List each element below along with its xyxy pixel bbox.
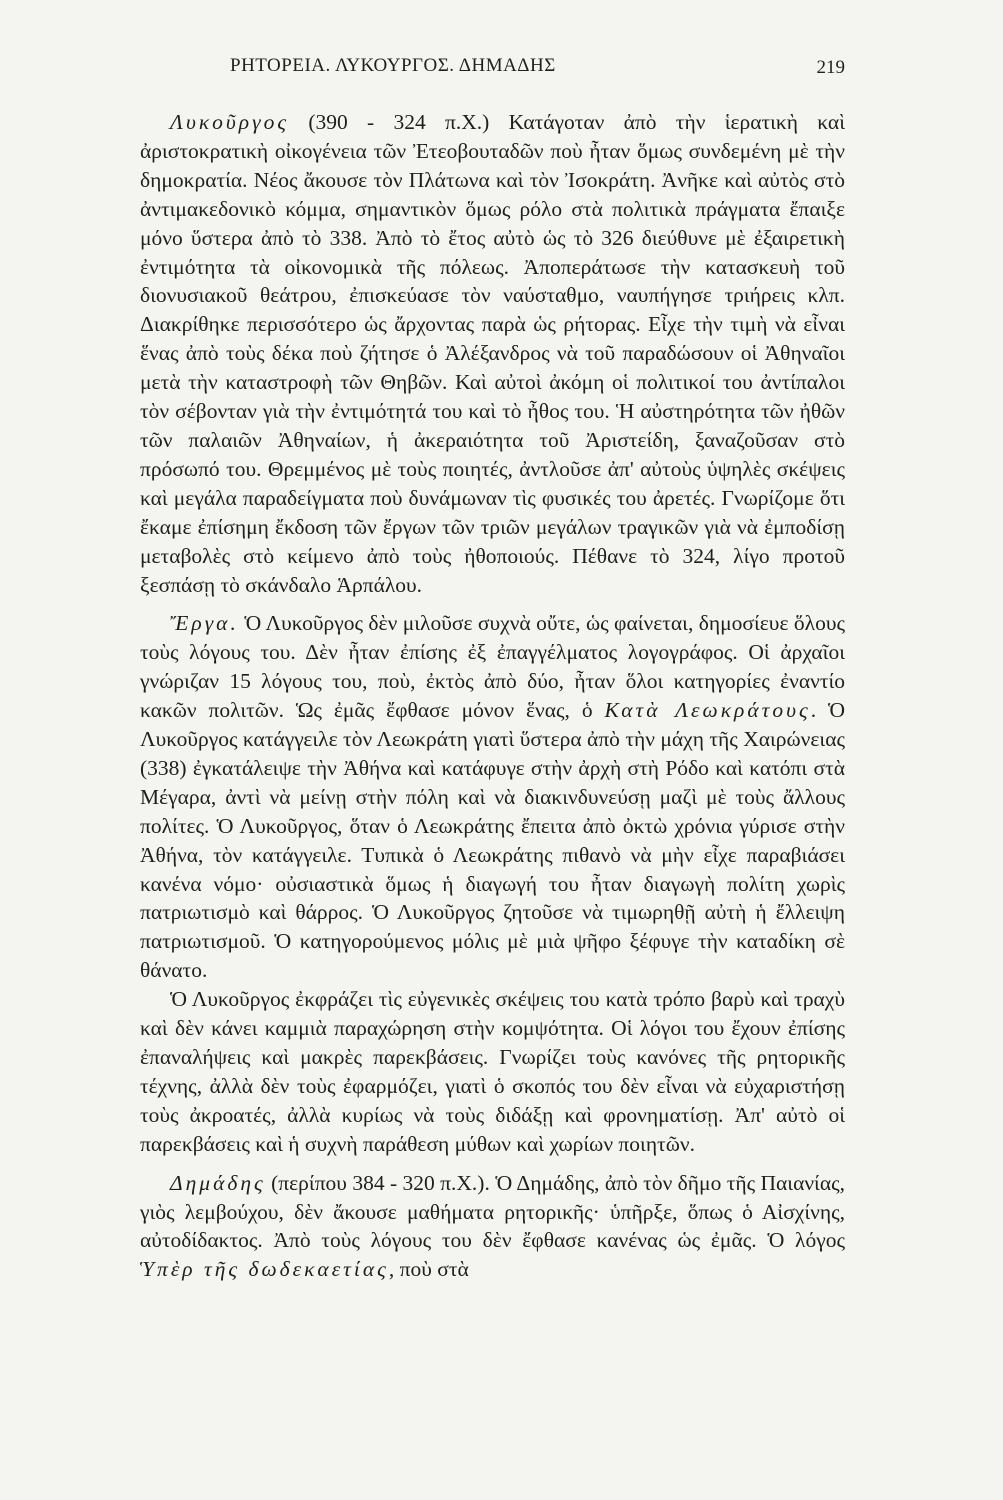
paragraph-text: . Ὁ Λυκοῦργος κατάγγειλε τὸν Λεωκράτη γιατὶ ὕστερα ἀπὸ τὴν μάχη τῆς Χαιρώνειας (338) ἐγκατάλειψε τὴν Ἀθήνα καὶ κατάφυγε στὴν ἀρχὴ στὴ Ρόδο καὶ κατόπι στὰ Μέγαρα, ἀντὶ νὰ μείνῃ στὴν πόλη καὶ νὰ διακινδυνεύσῃ μαζὶ μὲ τοὺς ἄλλους πολίτες. Ὁ Λυκοῦργος, ὅταν ὁ Λεωκράτης ἔπειτα ἀπὸ ὀκτὼ χρόνια γύρισε στὴν Ἀθήνα, τὸν κατάγγειλε. Τυπικὰ ὁ Λεωκράτης πιθανὸ νὰ μὴν εἶχε παραβιάσει κανένα νόμο· οὐσιαστικὰ ὅμως ἡ διαγωγή του ἦταν διαγωγὴ πολίτη χωρὶς πατριωτισμὸ καὶ θάρρος. Ὁ Λυκοῦργος ζητοῦσε νὰ τιμωρηθῇ αὐτὴ ἡ ἔλλειψη πατριωτισμοῦ. Ὁ κατηγορούμενος μόλις μὲ μιὰ ψῆφο ξέφυγε τὴν καταδίκη σὲ θάνατο. (140, 698, 845, 983)
running-head (140, 55, 845, 85)
paragraph-text: , ποὺ στὰ (388, 1257, 469, 1282)
paragraph-works (140, 609, 845, 985)
body-text (140, 108, 845, 1284)
paragraph-text: Ὁ Λυκοῦργος ἐκφράζει τὶς εὐγενικὲς σκέψεις του κατὰ τρόπο βαρὺ καὶ τραχὺ καὶ δὲν κάνει καμμιὰ παραχώρηση στὴν κομψότητα. Οἱ λόγοι του ἔχουν ἐπίσης ἐπαναλήψεις καὶ μακρὲς παρεκβάσεις. Γνωρίζει τοὺς κανόνες τῆς ρητορικῆς τέχνης, ἀλλὰ δὲν τοὺς ἐφαρμόζει, γιατὶ ὁ σκοπός του δὲν εἶναι νὰ εὐχαριστήσῃ τοὺς ἀκροατές, ἀλλὰ κυρίως νὰ τοὺς διδάξῃ καὶ φρονηματίσῃ. Ἀπ' αὐτὸ οἱ παρεκβάσεις καὶ ἡ συχνὴ παράθεση μύθων καὶ χωρίων ποιητῶν. (140, 987, 845, 1156)
paragraph-text: (περίπου 384 - 320 π.Χ.). Ὁ Δημάδης, ἀπὸ τὸν δῆμο τῆς Παιανίας, γιὸς λεμβούχου, δὲν ἄκουσε μαθήματα ρητορικῆς· ὑπῆρξε, ὅπως ὁ Αἰσχίνης, αὐτοδίδακτος. Ἀπὸ τοὺς λόγους του δὲν ἔφθασε κανένας ὡς ἐμᾶς. Ὁ λόγος (140, 1170, 845, 1253)
demades-heading: Δημάδης (170, 1170, 266, 1195)
paragraph-style (140, 985, 845, 1158)
speech-title-leokrates: Κατὰ Λεωκράτους (604, 698, 811, 723)
paragraph-demades (140, 1169, 845, 1285)
page-number: 219 (816, 57, 845, 78)
paragraph-text: Ὁ Λυκοῦργος δὲν μιλοῦσε συχνὰ οὔτε, ὡς φαίνεται, δημοσίευε ὅλους τοὺς λόγους του. Δὲν ἦταν ἐπίσης ἐξ ἐπαγγέλματος λογογράφος. Οἱ ἀρχαῖοι γνώριζαν 15 λόγους του, ποὺ, ἐκτὸς ἀπὸ δύο, ἦταν ὅλοι κατηγορίες ἐναντίο κακῶν πολιτῶν. Ὡς ἐμᾶς ἔφθασε μόνον ἕνας, ὁ (140, 611, 845, 723)
running-title: ΡΗΤΟΡΕΙΑ. ΛΥΚΟΥΡΓΟΣ. ΔΗΜΑΔΗΣ (230, 55, 556, 76)
paragraph-text: (390 - 324 π.Χ.) Κατάγοταν ἀπὸ τὴν ἱερατικὴ καὶ ἀριστοκρατικὴ οἰκογένεια τῶν Ἐτεοβουταδῶν ποὺ ἦταν ὅμως συνδεμένη μὲ τὴν δημοκρατία. Νέος ἄκουσε τὸν Πλάτωνα καὶ τὸν Ἰσοκράτη. Ἀνῆκε καὶ αὐτὸς στὸ ἀντιμακεδονικὸ κόμμα, σημαντικὸν ὅμως ρόλο στὰ πολιτικὰ πράγματα ἔπαιξε μόνο ὕστερα ἀπὸ τὸ 338. Ἀπὸ τὸ ἔτος αὐτὸ ὡς τὸ 326 διεύθυνε μὲ ἐξαιρετικὴ ἐντιμότητα τὰ οἰκονομικὰ τῆς πόλεως. Ἀποπεράτωσε τὴν κατασκευὴ τοῦ διονυσιακοῦ θεάτρου, ἐπισκεύασε τὸν ναύσταθμο, ναυπήγησε τριήρεις κλπ. Διακρίθηκε περισσότερο ὡς ἄρχοντας παρὰ ὡς ρήτορας. Εἶχε τὴν τιμὴ νὰ εἶναι ἕνας ἀπὸ τοὺς δέκα ποὺ ζήτησε ὁ Ἀλέξανδρος νὰ τοῦ παραδώσουν οἱ Ἀθηναῖοι μετὰ τὴν καταστροφὴ τῶν Θηβῶν. Καὶ αὐτοὶ ἀκόμη οἱ πολιτικοί του ἀντίπαλοι τὸν σέβονταν γιὰ τὴν ἐντιμότητά του καὶ τὸ ἦθος του. Ἡ αὐστηρότητα τῶν ἠθῶν τῶν παλαιῶν Ἀθηναίων, ἡ ἀκεραιότητα τοῦ Ἀριστείδη, ξαναζοῦσαν στὸ πρόσωπό του. Θρεμμένος μὲ τοὺς ποιητές, ἀντλοῦσε ἀπ' αὐτοὺς ὑψηλὲς σκέψεις καὶ μεγάλα παραδείγματα ποὺ δυνάμωναν τὶς φυσικές του ἀρετές. Γνωρίζομε ὅτι ἔκαμε ἐπίσημη ἔκδοση τῶν ἔργων τῶν τριῶν μεγάλων τραγικῶν γιὰ νὰ ἐμποδίσῃ μεταβολὲς στὸ κείμενο ἀπὸ τοὺς ἠθοποιούς. Πέθανε τὸ 324, λίγο προτοῦ ξεσπάσῃ τὸ σκάνδαλο Ἁρπάλου. (140, 110, 845, 597)
paragraph-lykourgos (140, 108, 845, 599)
lykourgos-heading: Λυκοῦργος (170, 110, 290, 134)
works-heading: Ἔργα. (170, 611, 239, 636)
speech-title-dodekaetia: Ὑπὲρ τῆς δωδεκαετίας (140, 1257, 389, 1282)
